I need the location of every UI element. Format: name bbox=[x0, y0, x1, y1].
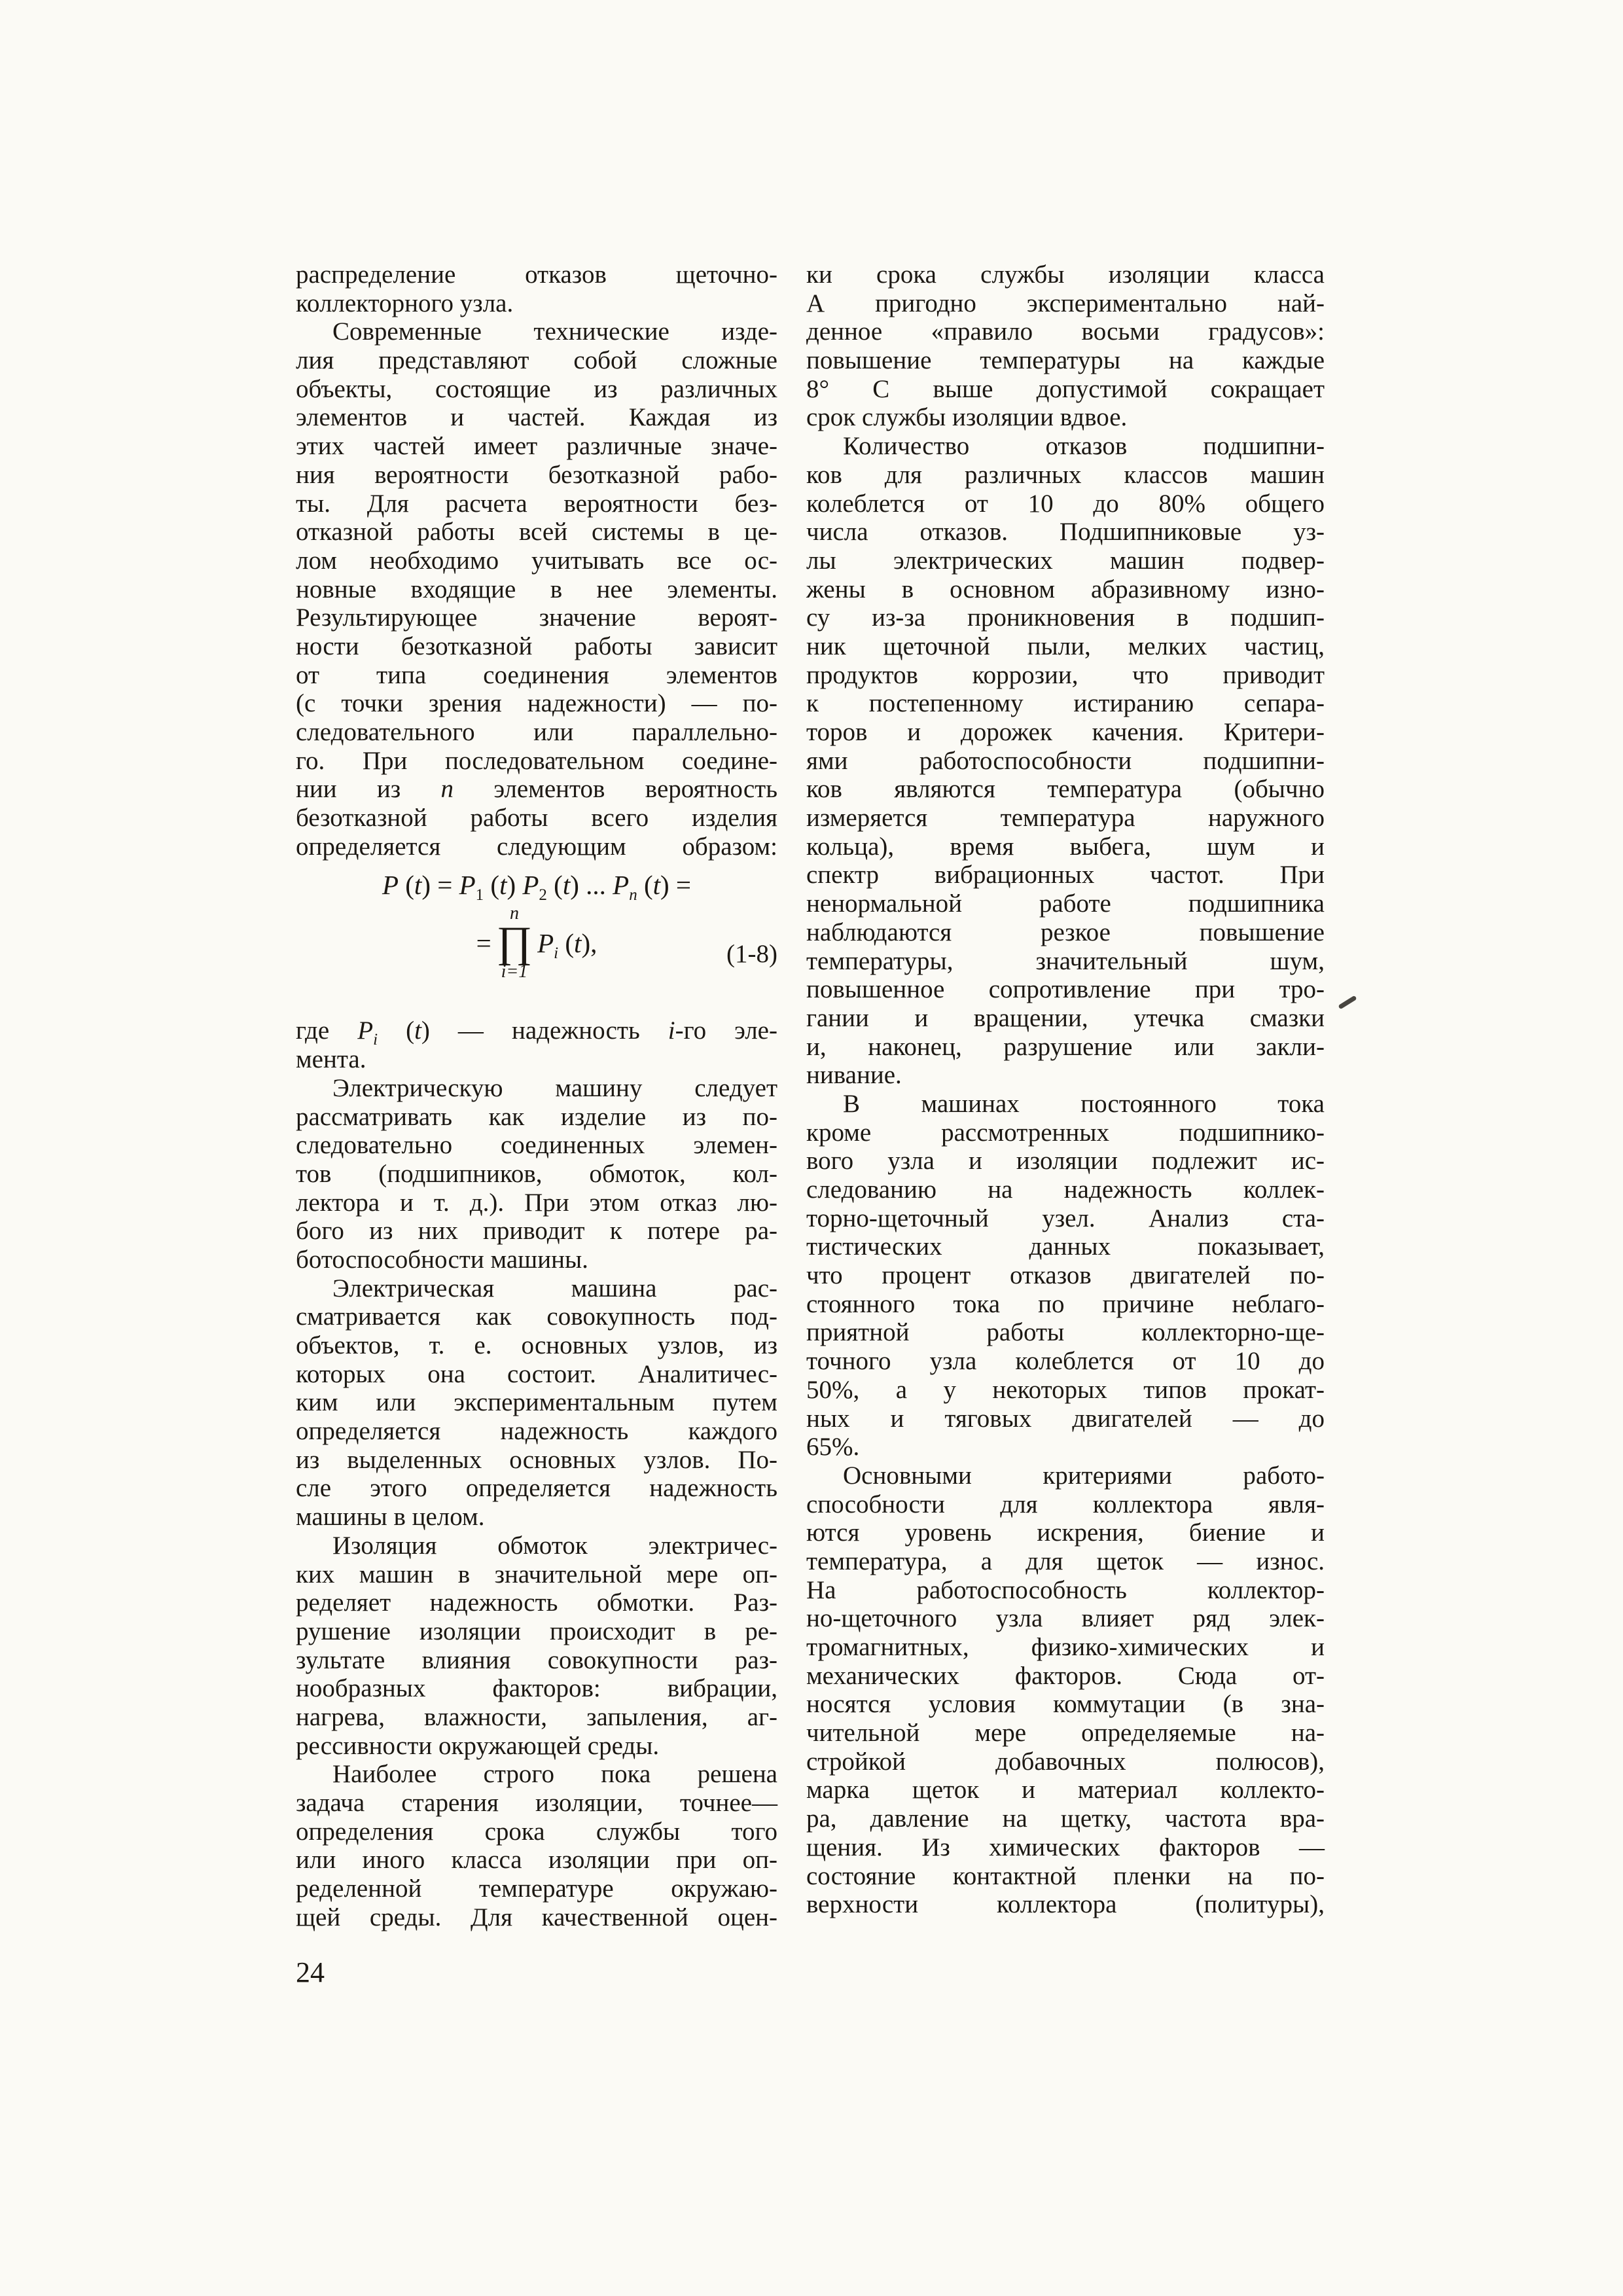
text-line: определяется надежность каждого bbox=[296, 1417, 777, 1446]
product-lower-limit: i=1 bbox=[501, 961, 528, 982]
text-line: тромагнитных, физико-химических и bbox=[806, 1633, 1325, 1661]
text-line: распределение отказов щеточно- bbox=[296, 260, 777, 289]
text-line: к постепенному истиранию сепара- bbox=[806, 689, 1325, 718]
formula-term: $P_i$ (t), bbox=[537, 928, 597, 963]
text-line: мента. bbox=[296, 1045, 366, 1074]
equation-number: (1-8) bbox=[726, 940, 777, 969]
right-column-text bbox=[806, 260, 1325, 1919]
text-line: ределяет надежность обмотки. Раз- bbox=[296, 1588, 777, 1617]
text-line: марка щеток и материал коллекто- bbox=[806, 1776, 1325, 1804]
text-line: ты. Для расчета вероятности без- bbox=[296, 489, 777, 518]
text-line: (с точки зрения надежности) — по- bbox=[296, 689, 777, 718]
text-line: следованию на надежность коллек- bbox=[806, 1175, 1325, 1204]
text-line: машины в целом. bbox=[296, 1503, 485, 1532]
text-line: этих частей имеет различные значе- bbox=[296, 432, 777, 461]
text-line: где $P_i$ (t) — надежность i-го эле- bbox=[296, 1016, 777, 1049]
formula-1-8 bbox=[296, 869, 777, 1006]
text-line: определения срока службы того bbox=[296, 1817, 777, 1846]
text-line: А пригодно экспериментально най- bbox=[806, 289, 1325, 317]
text-line: ния вероятности безотказной рабо- bbox=[296, 460, 777, 489]
text-line: ким или экспериментальным путем bbox=[296, 1388, 777, 1417]
text-line: ков являются температура (обычно bbox=[806, 775, 1325, 804]
text-line: Результирующее значение вероят- bbox=[296, 603, 777, 632]
text-line: объектов, т. е. основных узлов, из bbox=[296, 1331, 777, 1359]
text-line: жены в основном абразивному изно- bbox=[806, 575, 1325, 603]
text-line: сле этого определяется надежность bbox=[296, 1474, 777, 1503]
text-line: Основными критериями работо- bbox=[843, 1461, 1325, 1490]
text-line: верхности коллектора (политуры), bbox=[806, 1890, 1325, 1919]
text-line: отказной работы всей системы в це- bbox=[296, 518, 777, 547]
text-line: су из-за проникновения в подшип- bbox=[806, 603, 1325, 632]
text-line: стоянного тока по причине неблаго- bbox=[806, 1289, 1325, 1318]
text-line: На работоспособность коллектор- bbox=[806, 1575, 1325, 1604]
text-line: рассматривать как изделие из по- bbox=[296, 1102, 777, 1131]
text-line: ности безотказной работы зависит bbox=[296, 632, 777, 660]
text-line: из выделенных основных узлов. По- bbox=[296, 1445, 777, 1474]
left-column bbox=[296, 260, 777, 1931]
text-line: нивание. bbox=[806, 1061, 902, 1090]
text-line: ных и тяговых двигателей — до bbox=[806, 1404, 1325, 1433]
text-line: торов и дорожек качения. Критери- bbox=[806, 718, 1325, 746]
text-line: колеблется от 10 до 80% общего bbox=[806, 489, 1325, 518]
text-line: следовательного или параллельно- bbox=[296, 718, 777, 746]
text-line: коллекторного узла. bbox=[296, 289, 514, 317]
right-column bbox=[806, 260, 1325, 1919]
text-line: лия представляют собой сложные bbox=[296, 346, 777, 375]
text-line: зультате влияния совокупности раз- bbox=[296, 1645, 777, 1674]
text-line: числа отказов. Подшипниковые уз- bbox=[806, 518, 1325, 547]
text-line: тистических данных показывает, bbox=[806, 1232, 1325, 1261]
product-upper-limit: n bbox=[509, 903, 519, 924]
text-line: ределенной температуре окружаю- bbox=[296, 1874, 777, 1903]
text-line: ких машин в значительной мере оп- bbox=[296, 1560, 777, 1588]
text-line: от типа соединения элементов bbox=[296, 660, 777, 689]
text-line: элементов и частей. Каждая из bbox=[296, 403, 777, 432]
text-line: го. При последовательном соедине- bbox=[296, 746, 777, 775]
text-line: Электрическую машину следует bbox=[332, 1073, 777, 1102]
text-line: повышенное сопротивление при тро- bbox=[806, 975, 1325, 1004]
text-line: повышение температуры на каждые bbox=[806, 346, 1325, 375]
text-line: рушение изоляции происходит в ре- bbox=[296, 1617, 777, 1645]
text-line: кольца), время выбега, шум и bbox=[806, 832, 1325, 861]
text-line: ков для различных классов машин bbox=[806, 460, 1325, 489]
text-line: определяется следующим образом: bbox=[296, 832, 777, 861]
text-line: механических факторов. Сюда от- bbox=[806, 1661, 1325, 1690]
text-line: 65%. bbox=[806, 1433, 860, 1462]
text-line: 50%, а у некоторых типов прокат- bbox=[806, 1375, 1325, 1404]
text-line: щей среды. Для качественной оцен- bbox=[296, 1903, 777, 1931]
text-line: безотказной работы всего изделия bbox=[296, 804, 777, 833]
text-line: нообразных факторов: вибрации, bbox=[296, 1674, 777, 1703]
text-line: новные входящие в нее элементы. bbox=[296, 575, 777, 603]
text-line: денное «правило восьми градусов»: bbox=[806, 317, 1325, 346]
text-line: состояние контактной пленки на по- bbox=[806, 1861, 1325, 1890]
text-line: бого из них приводит к потере ра- bbox=[296, 1217, 777, 1246]
text-line: которых она состоит. Аналитичес- bbox=[296, 1359, 777, 1388]
text-line: следовательно соединенных элемен- bbox=[296, 1131, 777, 1160]
text-line: тов (подшипников, обмоток, кол- bbox=[296, 1159, 777, 1188]
text-line: ник щеточной пыли, мелких частиц, bbox=[806, 632, 1325, 660]
text-line: и, наконец, разрушение или закли- bbox=[806, 1032, 1325, 1061]
text-line: ра, давление на щетку, частота вра- bbox=[806, 1804, 1325, 1833]
text-line: нагрева, влажности, запыления, аг- bbox=[296, 1702, 777, 1731]
text-line: температуры, значительный шум, bbox=[806, 946, 1325, 975]
formula-line-1: P $(t) = P_1$ (t) $P_2$ (t) ... $P_n$ (t) = bbox=[382, 870, 692, 905]
left-column-text-top bbox=[296, 260, 777, 861]
text-line: гании и вращении, утечка смазки bbox=[806, 1003, 1325, 1032]
text-line: торно-щеточный узел. Анализ ста- bbox=[806, 1204, 1325, 1232]
text-line: лом необходимо учитывать все ос- bbox=[296, 546, 777, 575]
text-line: В машинах постоянного тока bbox=[843, 1089, 1325, 1118]
text-line: что процент отказов двигателей по- bbox=[806, 1261, 1325, 1290]
text-line: спектр вибрационных частот. При bbox=[806, 861, 1325, 889]
text-line: или иного класса изоляции при оп- bbox=[296, 1846, 777, 1874]
text-line: измеряется температура наружного bbox=[806, 804, 1325, 833]
page-number: 24 bbox=[296, 1956, 325, 1988]
text-line: Современные технические изде- bbox=[332, 317, 777, 346]
text-line: лектора и т. д.). При этом отказ лю- bbox=[296, 1188, 777, 1217]
text-line: Электрическая машина рас- bbox=[332, 1274, 777, 1302]
text-line: ются уровень искрения, биение и bbox=[806, 1518, 1325, 1547]
text-line: задача старения изоляции, точнее— bbox=[296, 1789, 777, 1817]
text-line: но-щеточного узла влияет ряд элек- bbox=[806, 1604, 1325, 1633]
product-symbol: ∏ bbox=[496, 918, 533, 967]
left-column-text-bottom bbox=[296, 1016, 777, 1931]
text-line: кроме рассмотренных подшипнико- bbox=[806, 1118, 1325, 1147]
text-line: точного узла колеблется от 10 до bbox=[806, 1347, 1325, 1376]
text-line: щения. Из химических факторов — bbox=[806, 1833, 1325, 1861]
text-line: ями работоспособности подшипни- bbox=[806, 746, 1325, 775]
text-line: способности для коллектора явля- bbox=[806, 1490, 1325, 1518]
text-line: лы электрических машин подвер- bbox=[806, 546, 1325, 575]
text-line: продуктов коррозии, что приводит bbox=[806, 660, 1325, 689]
text-line: ки срока службы изоляции класса bbox=[806, 260, 1325, 289]
text-line: Наиболее строго пока решена bbox=[332, 1760, 777, 1789]
text-line: рессивности окружающей среды. bbox=[296, 1731, 660, 1760]
scan-artifact-mark bbox=[1338, 996, 1357, 1010]
text-line: Количество отказов подшипни- bbox=[843, 432, 1325, 461]
text-line: сматривается как совокупность под- bbox=[296, 1302, 777, 1331]
formula-equals: = bbox=[476, 928, 491, 959]
text-line: объекты, состоящие из различных bbox=[296, 374, 777, 403]
text-line: носятся условия коммутации (в зна- bbox=[806, 1690, 1325, 1719]
text-line: температура, а для щеток — износ. bbox=[806, 1547, 1325, 1575]
text-line: Изоляция обмоток электричес- bbox=[332, 1531, 777, 1560]
text-line: ненормальной работе подшипника bbox=[806, 889, 1325, 918]
text-line: приятной работы коллекторно-ще- bbox=[806, 1318, 1325, 1347]
text-line: ботоспособности машины. bbox=[296, 1245, 588, 1274]
text-line: нии из n элементов вероятность bbox=[296, 775, 777, 804]
text-line: 8° С выше допустимой сокращает bbox=[806, 374, 1325, 403]
text-line: наблюдаются резкое повышение bbox=[806, 918, 1325, 946]
text-line: вого узла и изоляции подлежит ис- bbox=[806, 1147, 1325, 1175]
formula-line-2 bbox=[296, 904, 777, 982]
text-line: чительной мере определяемые на- bbox=[806, 1719, 1325, 1748]
product-operator bbox=[497, 904, 532, 982]
text-line: стройкой добавочных полюсов), bbox=[806, 1747, 1325, 1776]
text-line: срок службы изоляции вдвое. bbox=[806, 403, 1128, 432]
